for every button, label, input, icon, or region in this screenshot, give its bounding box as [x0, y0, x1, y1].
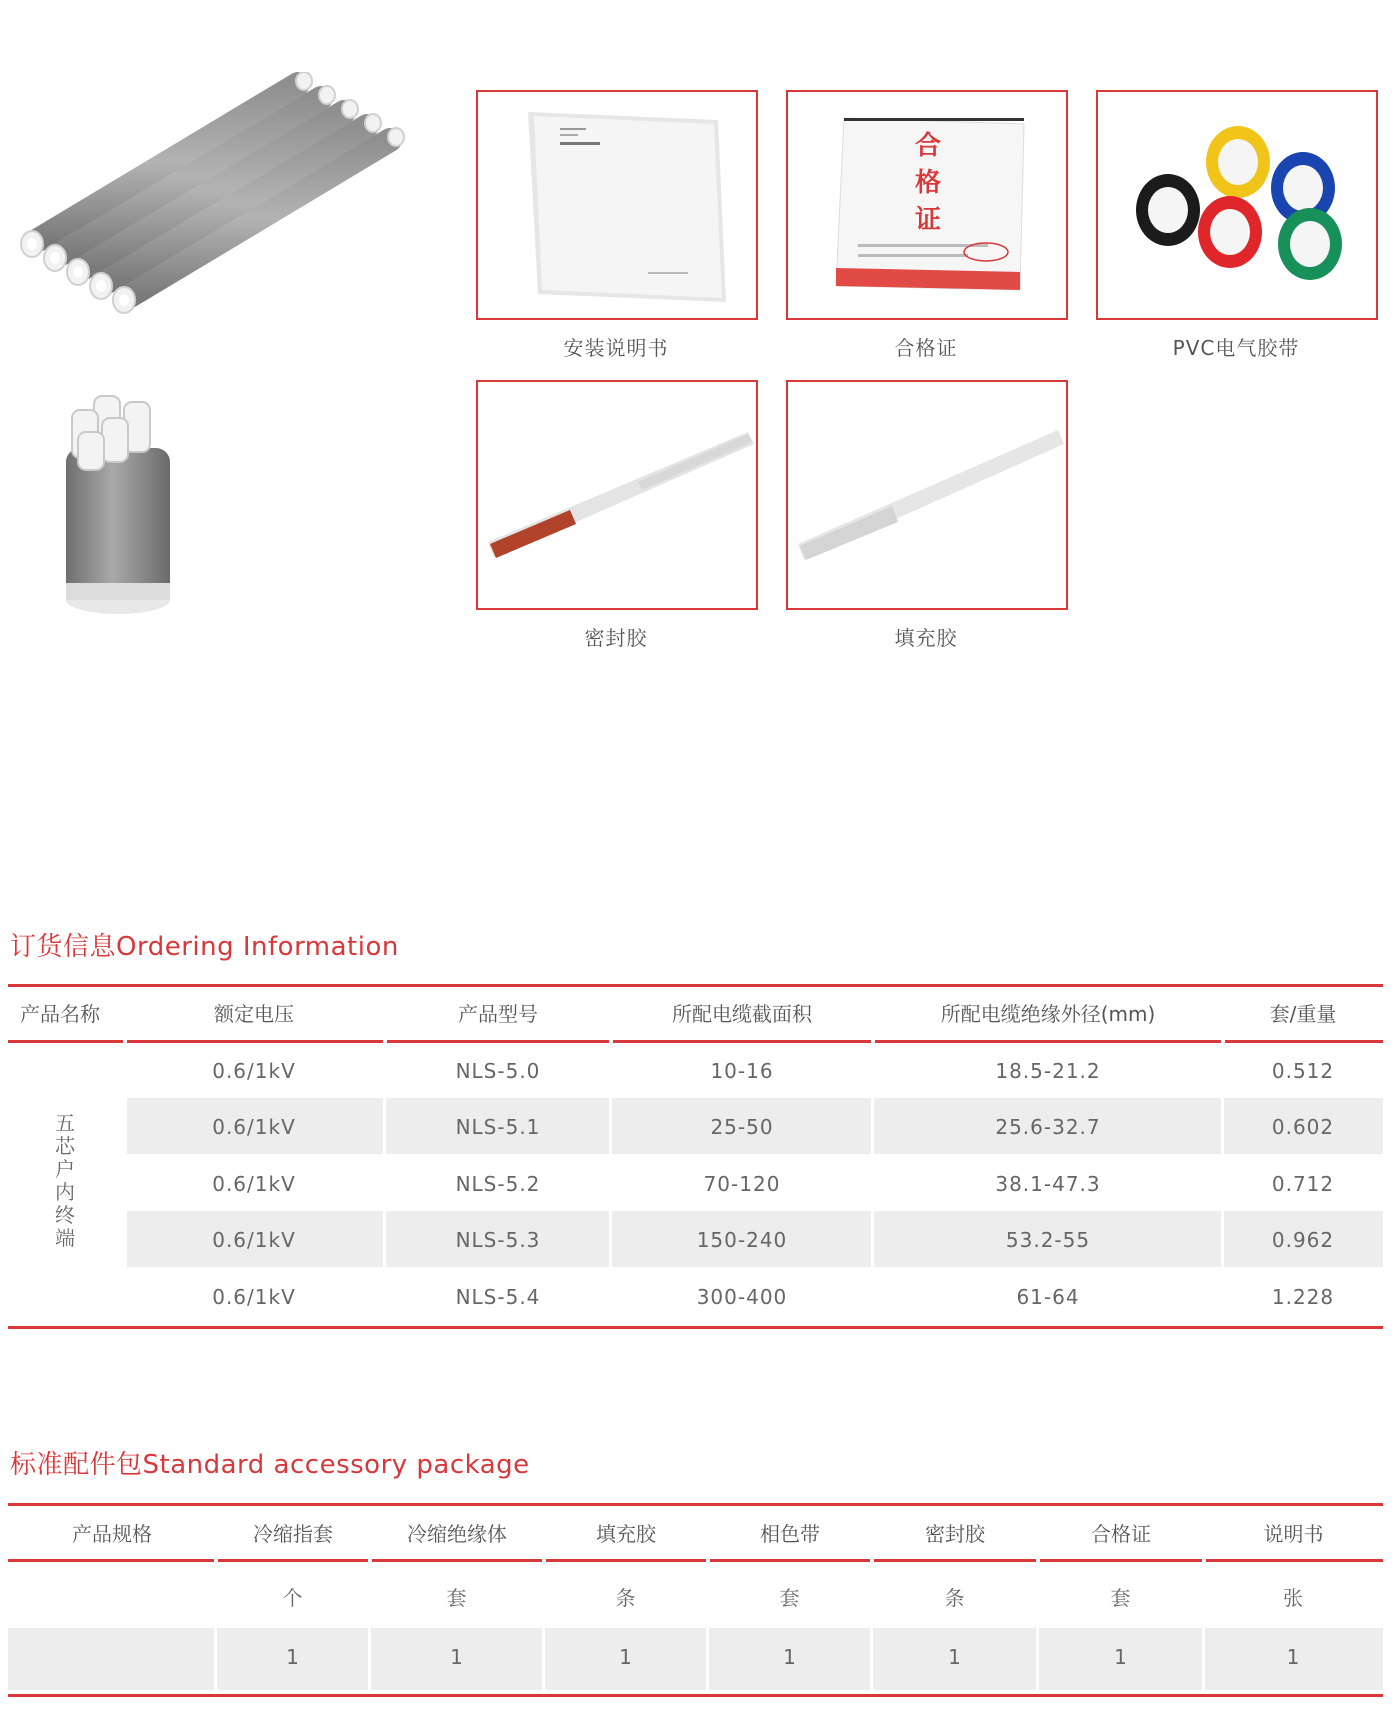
header-cross-section: 所配电缆截面积 [672, 1002, 812, 1026]
acc-header-finger: 冷缩指套 [253, 1522, 333, 1546]
acc-header-sealant: 密封胶 [925, 1522, 985, 1546]
acc-header-bottom-rule [546, 1559, 706, 1562]
table-cell: 0.6/1kV [212, 1228, 296, 1252]
sealant-caption: 密封胶 [584, 626, 648, 650]
acc-qty-cell: 1 [1114, 1645, 1128, 1669]
table-cell: 25-50 [710, 1115, 774, 1139]
cold-shrink-tubes-photo [8, 72, 420, 344]
table-cell: NLS-5.2 [455, 1172, 541, 1196]
acc-qty-cell: 1 [1286, 1645, 1301, 1669]
accessory-top-rule [8, 1503, 1383, 1506]
table-cell: 0.512 [1271, 1059, 1335, 1083]
acc-unit-cell: 条 [944, 1586, 966, 1610]
ordering-bottom-rule [8, 1326, 1383, 1329]
product-name-char: 芯 [55, 1134, 75, 1158]
acc-header-bottom-rule [710, 1559, 870, 1562]
tape-rolls-icon [1098, 92, 1376, 318]
header-bottom-rule [387, 1040, 609, 1043]
acc-header-bottom-rule [8, 1559, 214, 1562]
table-cell: 70-120 [703, 1172, 781, 1196]
acc-qty-cell: 1 [619, 1645, 633, 1669]
accessory-package-title: 标准配件包Standard accessory package [10, 1450, 530, 1480]
acc-header-spec: 产品规格 [72, 1522, 152, 1546]
acc-unit-cell: 套 [1110, 1586, 1132, 1610]
table-cell: 1.228 [1271, 1285, 1335, 1309]
acc-qty-cell: 1 [948, 1645, 962, 1669]
acc-header-certificate: 合格证 [1091, 1522, 1151, 1546]
acc-header-filler: 填充胶 [596, 1522, 656, 1546]
table-cell: 0.6/1kV [212, 1172, 296, 1196]
table-cell: 61-64 [1016, 1285, 1080, 1309]
ordering-title: 订货信息Ordering Information [10, 932, 399, 962]
acc-qty-cell: 1 [783, 1645, 797, 1669]
tape-photo-frame [1096, 90, 1378, 320]
table-cell: 0.712 [1271, 1172, 1335, 1196]
table-cell: NLS-5.0 [455, 1059, 541, 1083]
table-cell: 150-240 [696, 1228, 788, 1252]
table-cell: 0.6/1kV [212, 1115, 296, 1139]
acc-unit-cell: 张 [1283, 1586, 1304, 1610]
certificate-caption: 合格证 [894, 336, 958, 360]
certificate-photo-frame [786, 90, 1068, 320]
product-name-char: 五 [55, 1111, 75, 1135]
header-bottom-rule [127, 1040, 383, 1043]
product-name-vertical [52, 1112, 78, 1250]
acc-header-bottom-rule [372, 1559, 542, 1562]
header-model: 产品型号 [458, 1002, 538, 1026]
table-cell: 18.5-21.2 [995, 1059, 1101, 1083]
acc-qty-cell: 1 [450, 1645, 464, 1669]
header-outer-diameter: 所配电缆绝缘外径(mm) [940, 1002, 1156, 1026]
manual-photo-frame [476, 90, 758, 320]
manual-booklet-icon [478, 92, 756, 318]
certificate-heading-char: 证 [914, 205, 941, 235]
table-cell: 38.1-47.3 [995, 1172, 1101, 1196]
manual-caption: 安装说明书 [563, 336, 669, 360]
product-name-char: 端 [55, 1226, 75, 1250]
acc-header-phase-tape: 相色带 [760, 1522, 820, 1546]
table-cell: NLS-5.4 [455, 1285, 541, 1309]
table-cell: 0.602 [1271, 1115, 1335, 1139]
table-cell: 53.2-55 [1005, 1228, 1091, 1252]
ordering-top-rule [8, 984, 1383, 987]
table-cell: NLS-5.3 [455, 1228, 541, 1252]
header-product-name: 产品名称 [20, 1002, 100, 1026]
sealant-strip-icon [478, 382, 756, 608]
header-rated-voltage: 额定电压 [214, 1002, 294, 1026]
table-cell: NLS-5.1 [455, 1115, 541, 1139]
acc-unit-cell: 条 [615, 1586, 637, 1610]
certificate-heading-char: 合 [914, 131, 941, 161]
acc-header-bottom-rule [874, 1559, 1036, 1562]
acc-header-insulator: 冷缩绝缘体 [407, 1522, 507, 1546]
header-bottom-rule [8, 1040, 123, 1043]
certificate-heading-char: 格 [914, 168, 941, 198]
tape-caption: PVC电气胶带 [1172, 336, 1300, 360]
acc-qty-cell: 1 [286, 1645, 300, 1669]
acc-unit-cell: 个 [282, 1586, 304, 1610]
table-cell: 25.6-32.7 [995, 1115, 1101, 1139]
header-bottom-rule [1225, 1040, 1383, 1043]
filler-strip-icon [788, 382, 1066, 608]
acc-header-bottom-rule [1206, 1559, 1383, 1562]
acc-header-bottom-rule [218, 1559, 368, 1562]
acc-header-manual: 说明书 [1263, 1522, 1324, 1546]
table-cell: 0.6/1kV [212, 1059, 296, 1083]
table-cell: 0.6/1kV [212, 1285, 296, 1309]
acc-unit-cell: 套 [446, 1586, 468, 1610]
product-name-char: 内 [55, 1180, 75, 1204]
header-bottom-rule [875, 1040, 1221, 1043]
product-name-char: 终 [55, 1203, 75, 1227]
filler-photo-frame [786, 380, 1068, 610]
filler-caption: 填充胶 [894, 626, 958, 650]
accessory-bottom-rule [8, 1694, 1383, 1697]
table-cell: 300-400 [696, 1285, 788, 1309]
breakout-terminal-photo [58, 388, 180, 616]
acc-unit-cell: 套 [779, 1586, 801, 1610]
header-weight: 套/重量 [1269, 1002, 1337, 1026]
table-cell: 10-16 [710, 1059, 774, 1083]
header-bottom-rule [613, 1040, 871, 1043]
acc-header-bottom-rule [1040, 1559, 1202, 1562]
product-name-char: 户 [55, 1157, 75, 1181]
sealant-photo-frame [476, 380, 758, 610]
table-cell: 0.962 [1271, 1228, 1335, 1252]
